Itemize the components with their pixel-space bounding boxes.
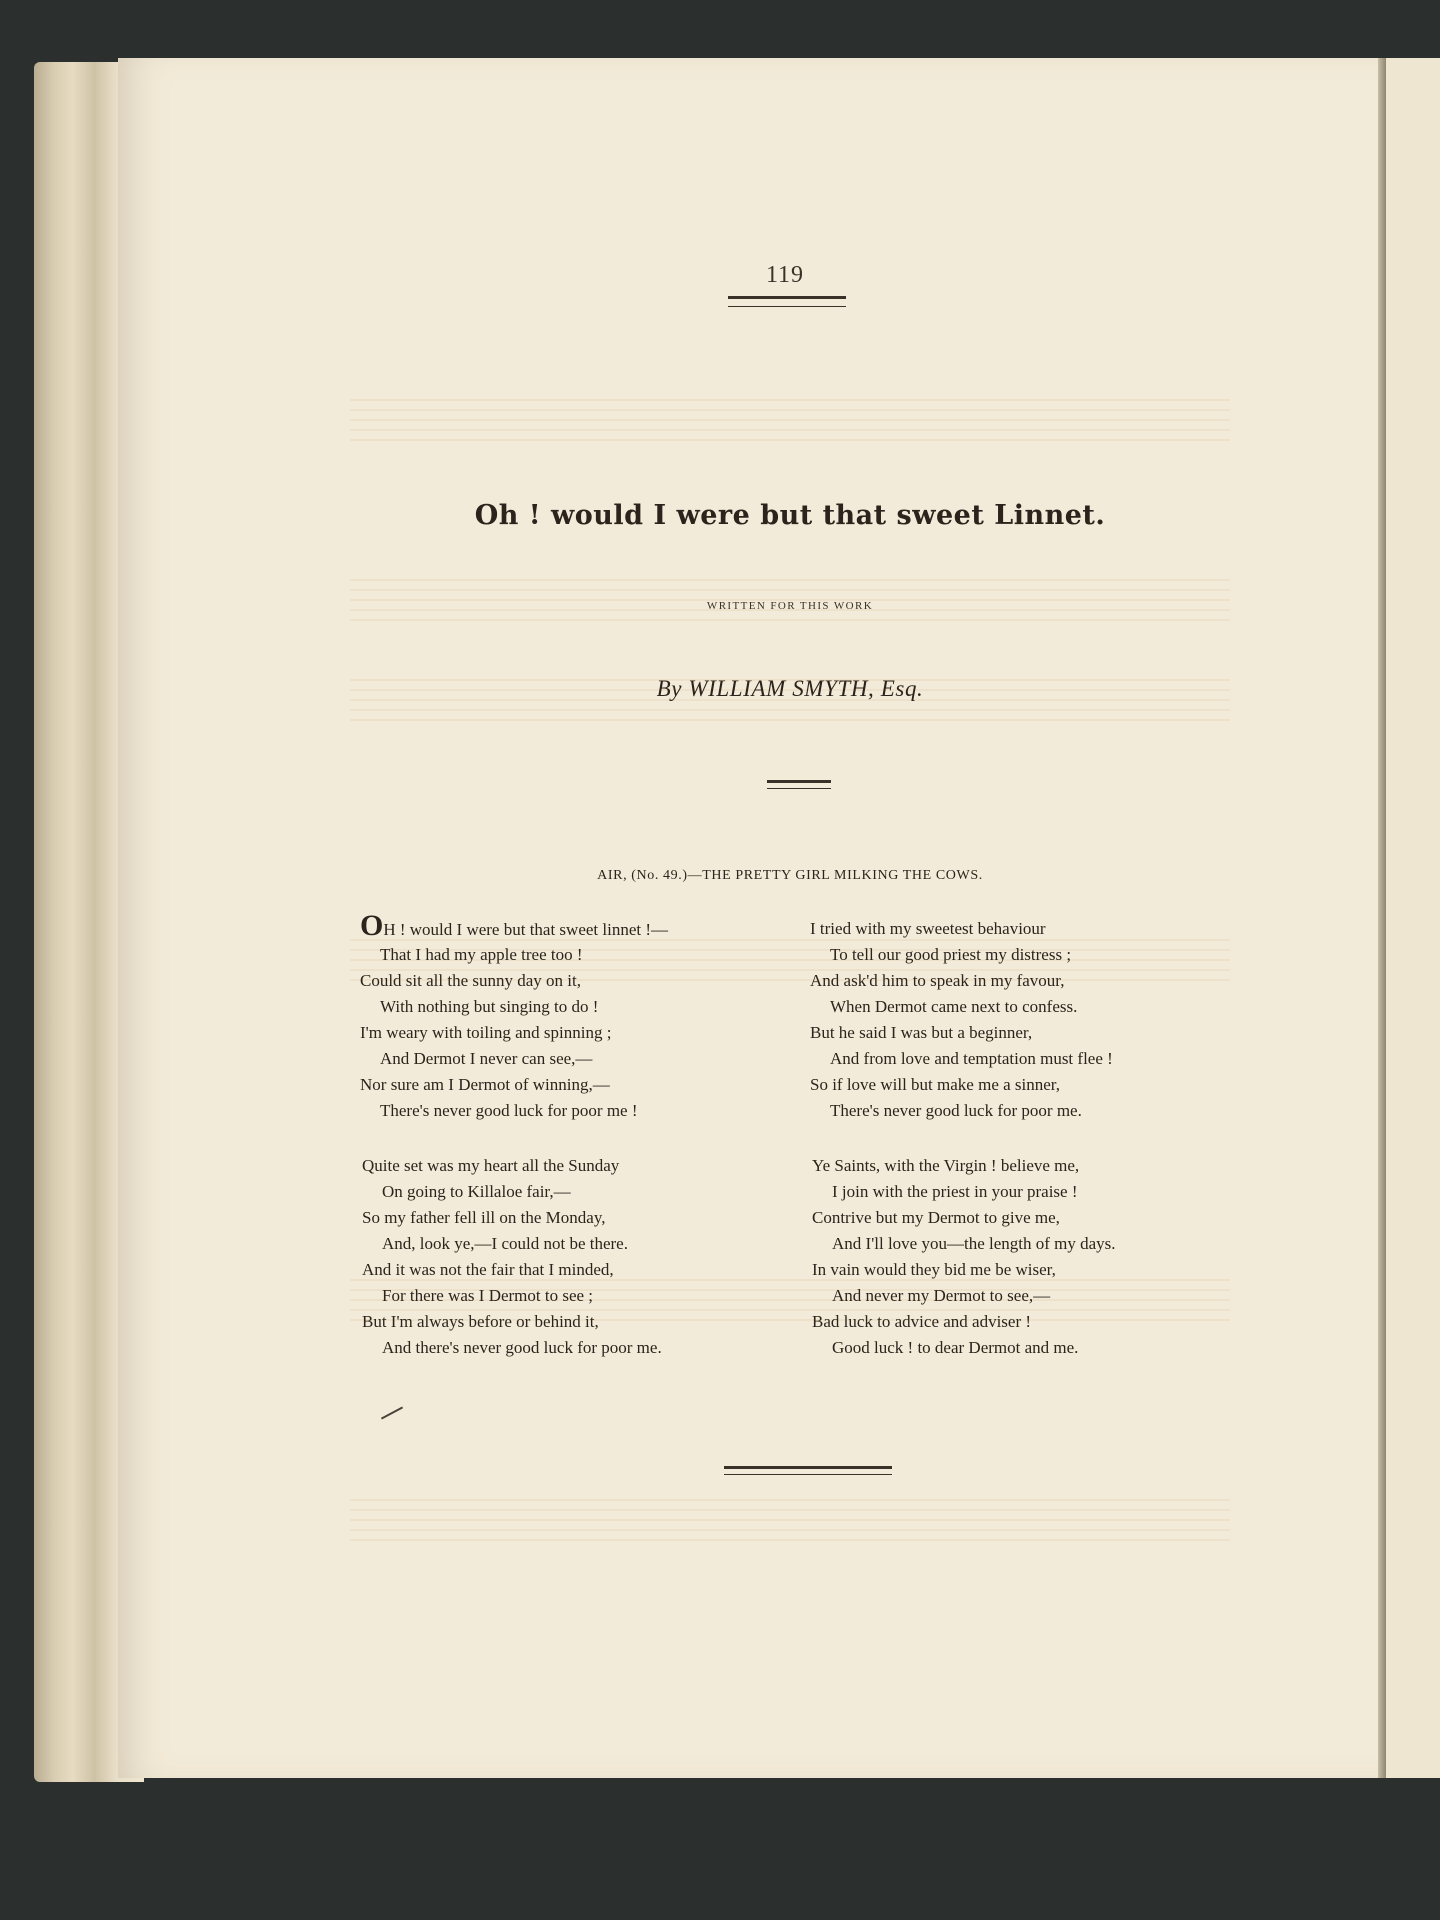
page-number-rule <box>728 296 846 307</box>
drop-cap: O <box>360 909 384 942</box>
poem-line: And from love and temptation must flee ! <box>830 1049 1113 1068</box>
poem-line: Contrive but my Dermot to give me, <box>812 1208 1060 1227</box>
poem-line: Ye Saints, with the Virgin ! believe me, <box>812 1156 1080 1175</box>
written-note: WRITTEN FOR THIS WORK <box>706 600 874 612</box>
poem-line: But I'm always before or behind it, <box>362 1312 599 1331</box>
poem-line: Could sit all the sunny day on it, <box>360 971 581 990</box>
poem-line: And there's never good luck for poor me. <box>382 1338 662 1357</box>
author-line: By WILLIAM SMYTH, Esq. <box>656 676 924 701</box>
page-number: 119 <box>765 262 805 288</box>
stanza-2 <box>362 1153 662 1361</box>
section-rule <box>767 780 831 789</box>
book-gutter <box>1378 58 1386 1778</box>
facing-page <box>1386 58 1440 1778</box>
poem-line: That I had my apple tree too ! <box>380 945 583 964</box>
poem-line: In vain would they bid me be wiser, <box>812 1260 1056 1279</box>
end-rule <box>724 1466 892 1475</box>
poem-line: On going to Killaloe fair,— <box>382 1182 571 1201</box>
poem-line: For there was I Dermot to see ; <box>382 1286 594 1305</box>
poem-line: I join with the priest in your praise ! <box>832 1182 1078 1201</box>
poem-line: So if love will but make me a sinner, <box>810 1075 1061 1094</box>
poem-title: Oh ! would I were but that sweet Linnet. <box>474 500 1106 531</box>
poem-line: When Dermot came next to confess. <box>830 997 1078 1016</box>
poem-line: Good luck ! to dear Dermot and me. <box>832 1338 1079 1357</box>
poem-line: There's never good luck for poor me. <box>830 1101 1082 1120</box>
poem-line: And never my Dermot to see,— <box>832 1286 1051 1305</box>
air-heading: AIR, (No. 49.)—THE PRETTY GIRL MILKING THE COWS. <box>597 868 983 883</box>
poem-line: With nothing but singing to do ! <box>380 997 599 1016</box>
poem-line: And, look ye,—I could not be there. <box>382 1234 628 1253</box>
poem-line: Bad luck to advice and adviser ! <box>812 1312 1032 1331</box>
poem-line: So my father fell ill on the Monday, <box>362 1208 606 1227</box>
poem-line: Quite set was my heart all the Sunday <box>362 1156 620 1175</box>
poem-line: But he said I was but a beginner, <box>810 1023 1033 1042</box>
poem-line: And it was not the fair that I minded, <box>362 1260 614 1279</box>
poem-line: Nor sure am I Dermot of winning,— <box>360 1075 610 1094</box>
poem-line: And I'll love you—the length of my days. <box>832 1234 1116 1253</box>
poem-line: I'm weary with toiling and spinning ; <box>360 1023 612 1042</box>
stanza-1 <box>360 909 669 1124</box>
poem-line: To tell our good priest my distress ; <box>830 945 1072 964</box>
poem-line: OH ! would I were but that sweet linnet !— <box>360 909 669 942</box>
poem-line: And Dermot I never can see,— <box>380 1049 593 1068</box>
poem-line: I tried with my sweetest behaviour <box>810 919 1046 938</box>
stanza-3 <box>810 916 1113 1124</box>
stanza-4 <box>812 1153 1116 1361</box>
poem-line: And ask'd him to speak in my favour, <box>810 971 1065 990</box>
poem-line: There's never good luck for poor me ! <box>380 1101 638 1120</box>
